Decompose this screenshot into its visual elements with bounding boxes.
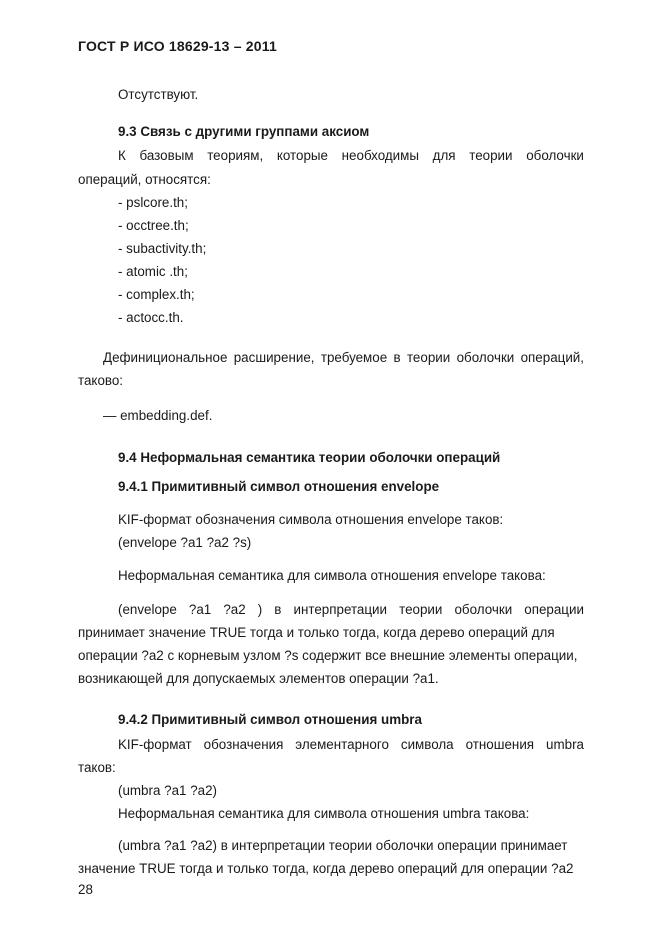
theory-item: - occtree.th;	[118, 218, 189, 233]
defext-line2: таково:	[78, 373, 124, 388]
word: umbra	[546, 737, 584, 752]
word: операции	[524, 602, 584, 617]
defext-line1	[103, 350, 584, 366]
word: теории	[406, 350, 451, 365]
section-9-4-heading: 9.4 Неформальная семантика теории оболочки операций	[118, 450, 501, 465]
section-9-4-1-heading: 9.4.1 Примитивный символ отношения envelope	[118, 479, 440, 494]
s942-para-line1: (umbra ?a1 ?a2) в интерпретации теории оболочки операции принимает	[118, 838, 568, 853]
embedding-item: — embedding.def.	[103, 408, 213, 423]
word: для	[432, 148, 456, 163]
s93-intro-line1	[118, 148, 584, 164]
absent-text: Отсутствуют.	[118, 87, 199, 102]
word: теории	[469, 148, 513, 163]
word: которые	[276, 148, 328, 163]
word: оболочки	[456, 350, 515, 365]
word: теории	[399, 602, 443, 617]
word: элементарного	[295, 737, 389, 752]
s942-kif-line2: таков:	[78, 760, 116, 775]
s941-kif-text: KIF-формат обозначения символа отношения envelope таков:	[118, 512, 504, 527]
s941-para-line3: операции ?a2 с корневым узлом ?s содержит все внешние элементы операции,	[78, 648, 578, 663]
s941-para-line2: принимает значение TRUE тогда и только тогда, когда дерево операций для	[78, 625, 555, 640]
s942-expression: (umbra ?a1 ?a2)	[118, 783, 217, 798]
word: )	[257, 602, 263, 617]
word: в	[393, 350, 401, 365]
word: отношения	[465, 737, 535, 752]
s941-semantics-text: Неформальная семантика для символа отношения envelope такова:	[118, 568, 546, 583]
word: теориям,	[207, 148, 264, 163]
s941-para-line1	[118, 602, 584, 618]
word: операций,	[520, 350, 584, 365]
word: К	[118, 148, 126, 163]
word: базовым	[139, 148, 194, 163]
word: символа	[400, 737, 454, 752]
s942-para-line2: значение TRUE тогда и только тогда, когда дерево операций для операции ?a2	[78, 861, 574, 876]
word: в	[274, 602, 282, 617]
theory-item: - subactivity.th;	[118, 241, 207, 256]
section-9-3-heading: 9.3 Связь с другими группами аксиом	[118, 124, 370, 139]
s941-expression: (envelope ?a1 ?a2 ?s)	[118, 535, 252, 550]
word: интерпретации	[293, 602, 388, 617]
word: (envelope	[118, 602, 177, 617]
word: требуемое	[320, 350, 388, 365]
document-header: ГОСТ Р ИСО 18629-13 – 2011	[78, 38, 277, 54]
word: оболочки	[526, 148, 584, 163]
word: KIF-формат	[118, 737, 192, 752]
theory-item: - actocc.th.	[118, 310, 184, 325]
s942-kif-line1	[118, 737, 584, 753]
word: Дефинициональное	[103, 350, 228, 365]
word: обозначения	[203, 737, 284, 752]
theory-item: - pslcore.th;	[118, 195, 188, 210]
word: расширение,	[233, 350, 315, 365]
word: необходимы	[341, 148, 419, 163]
page-number: 28	[78, 882, 93, 897]
theory-item: - atomic .th;	[118, 264, 188, 279]
word: ?a2	[223, 602, 246, 617]
s941-para-line4: возникающей для допускаемых элементов операции ?a1.	[78, 671, 439, 686]
s93-intro-line2: операций, относятся:	[78, 172, 211, 187]
s942-semantics-text: Неформальная семантика для символа отношения umbra такова:	[118, 806, 530, 821]
section-9-4-2-heading: 9.4.2 Примитивный символ отношения umbra	[118, 712, 422, 727]
theory-item: - complex.th;	[118, 287, 195, 302]
word: оболочки	[454, 602, 513, 617]
word: ?a1	[188, 602, 212, 617]
